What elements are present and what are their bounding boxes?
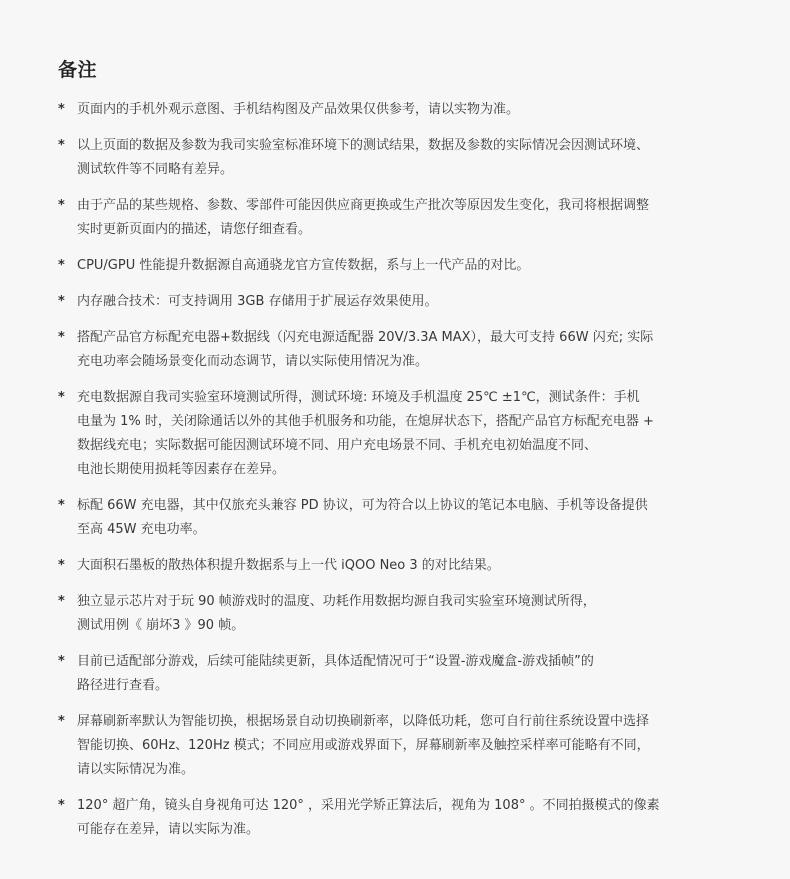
note-text-line: 大面积石墨板的散热体积提升数据系与上一代 iQOO Neo 3 的对比结果。 <box>77 558 500 573</box>
note-text-line: 电池长期使用损耗等因素存在差异。 <box>77 462 286 477</box>
note-bullet: * <box>58 198 65 213</box>
note-text-line: 智能切换、60Hz、120Hz 模式；不同应用或游戏界面下，屏幕刷新率及触控采样率可能略有不同， <box>77 738 650 753</box>
note-item <box>58 794 750 842</box>
note-bullet: * <box>58 102 65 117</box>
note-text-line: 以上页面的数据及参数为我司实验室标准环境下的测试结果，数据及参数的实际情况会因测试环境、 <box>77 138 650 153</box>
note-text-line: 至高 45W 充电功率。 <box>77 522 206 537</box>
note-text-line: 测试软件等不同略有差异。 <box>77 162 234 177</box>
note-text-line: 电量为 1% 时，关闭除通话以外的其他手机服务和功能，在熄屏状态下，搭配产品官方标配充电器 + <box>77 414 654 429</box>
note-bullet: * <box>58 798 65 813</box>
note-text-line: CPU/GPU 性能提升数据源自高通骁龙官方宣传数据，系与上一代产品的对比。 <box>77 258 530 273</box>
note-item <box>58 326 750 374</box>
note-text-line: 内存融合技术：可支持调用 3GB 存储用于扩展运存效果使用。 <box>77 294 438 309</box>
note-item <box>58 650 750 698</box>
note-item <box>58 290 750 314</box>
note-text-line: 数据线充电；实际数据可能因测试环境不同、用户充电场景不同、手机充电初始温度不同、 <box>77 438 598 453</box>
note-text-line: 页面内的手机外观示意图、手机结构图及产品效果仅供参考，请以实物为准。 <box>77 102 520 117</box>
note-text-line: 充电功率会随场景变化而动态调节，请以实际使用情况为准。 <box>77 354 429 369</box>
note-bullet: * <box>58 258 65 273</box>
note-text-line: 目前已适配部分游戏，后续可能陆续更新，具体适配情况可于“设置-游戏魔盒-游戏插帧”的 <box>77 654 594 669</box>
note-item <box>58 98 750 122</box>
note-bullet: * <box>58 714 65 729</box>
note-item <box>58 194 750 242</box>
note-text-line: 搭配产品官方标配充电器+数据线（闪充电源适配器 20V/3.3A MAX），最大可支持 66W 闪充; 实际 <box>77 330 654 345</box>
note-item <box>58 710 750 782</box>
note-item <box>58 494 750 542</box>
note-text-line: 屏幕刷新率默认为智能切换，根据场景自动切换刷新率，以降低功耗，您可自行前往系统设置中选择 <box>77 714 650 729</box>
note-item <box>58 590 750 638</box>
note-text-line: 实时更新页面内的描述，请您仔细查看。 <box>77 222 312 237</box>
note-text-line: 120° 超广角，镜头自身视角可达 120° ，采用光学矫正算法后，视角为 108° 。不同拍摄模式的像素 <box>77 798 660 813</box>
note-bullet: * <box>58 558 65 573</box>
note-bullet: * <box>58 294 65 309</box>
notes-list <box>58 98 750 842</box>
note-item <box>58 554 750 578</box>
note-bullet: * <box>58 654 65 669</box>
note-bullet: * <box>58 594 65 609</box>
note-text-line: 标配 66W 充电器，其中仅旅充头兼容 PD 协议，可为符合以上协议的笔记本电脑、手机等设备提供 <box>77 498 648 513</box>
notes-title: 备注 <box>58 59 98 81</box>
note-text-line: 请以实际情况为准。 <box>77 762 195 777</box>
note-text-line: 可能存在差异，请以实际为准。 <box>77 822 260 837</box>
note-text-line: 由于产品的某些规格、参数、零部件可能因供应商更换或生产批次等原因发生变化，我司将根据调整 <box>77 198 650 213</box>
note-text-line: 充电数据源自我司实验室环境测试所得，测试环境: 环境及手机温度 25℃ ±1℃，测试条件：手机 <box>77 390 640 405</box>
note-text-line: 独立显示芯片对于玩 90 帧游戏时的温度、功耗作用数据均源自我司实验室环境测试所得， <box>77 594 596 609</box>
note-item <box>58 254 750 278</box>
note-item <box>58 386 750 482</box>
note-bullet: * <box>58 390 65 405</box>
note-bullet: * <box>58 330 65 345</box>
note-item <box>58 134 750 182</box>
note-bullet: * <box>58 498 65 513</box>
note-text-line: 路径进行查看。 <box>77 678 169 693</box>
note-text-line: 测试用例《 崩坏3 》90 帧。 <box>77 618 245 633</box>
note-bullet: * <box>58 138 65 153</box>
